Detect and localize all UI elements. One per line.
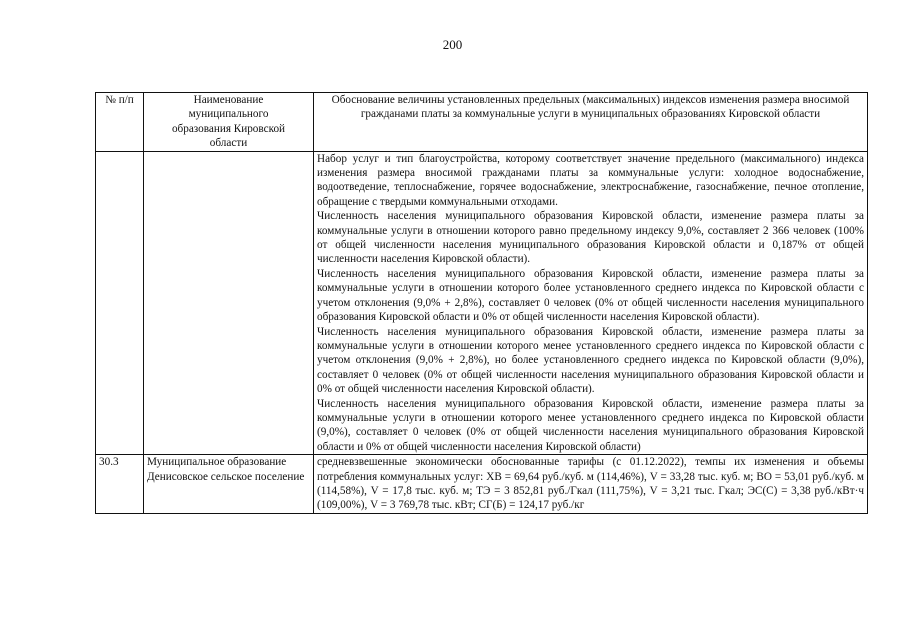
basis-paragraph: Численность населения муниципального образования Кировской области, изменение размера платы за коммунальные услуги в отношении которого равно предельному индексу 9,0%, составляет 2 366 человек (100% от общей численности населения муниципального образования Кировской области и 0,187% от общей численности населения Кировской области). — [317, 210, 864, 266]
basis-paragraph: Набор услуг и тип благоустройства, которому соответствует значение предельного (максимального) индекса изменения размера вносимой гражданами платы за коммунальные услуги: холодное водоснабжение, водоотведение, теплоснабжение, горячее водоснабжение, электроснабжение, газоснабжение, печное отопление, обращение с твердыми коммунальными отходами. — [317, 152, 864, 208]
table-row — [96, 151, 868, 455]
basis-paragraph: Численность населения муниципального образования Кировской области, изменение размера платы за коммунальные услуги в отношении которого менее установленного среднего индекса по Кировской области с учетом отклонения (9,0% + 2,8%), но более установленного среднего индекса по Кировской области (9,0%), составляет 0 человек (0% от общей численности населения муниципального образования Кировской области и 0% от общей численности населения Кировской области). — [317, 325, 864, 396]
basis-paragraph: Численность населения муниципального образования Кировской области, изменение размера платы за коммунальные услуги в отношении которого более установленного среднего индекса по Кировской области с учетом отклонения (9,0% + 2,8%), составляет 0 человек (0% от общей численности населения муниципального образования Кировской области и 0% от общей численности населения Кировской области). — [317, 267, 864, 324]
indices-table — [95, 92, 868, 514]
row-number: 30.3 — [96, 455, 144, 514]
header-number: № п/п — [96, 93, 144, 152]
row-municipality: Муниципальное образование Денисовское сельское поселение — [144, 455, 314, 514]
row-municipality — [144, 151, 314, 455]
table-header-row — [96, 93, 868, 152]
row-basis — [314, 455, 868, 514]
row-number — [96, 151, 144, 455]
header-basis: Обоснование величины установленных предельных (максимальных) индексов изменения размера вносимой гражданами платы за коммунальные услуги в муниципальных образованиях Кировской области — [314, 93, 868, 152]
table-row — [96, 455, 868, 514]
row-basis — [314, 151, 868, 455]
basis-paragraph: средневзвешенные экономически обоснованные тарифы (с 01.12.2022), темпы их изменения и объемы потребления коммунальных услуг: ХВ = 69,64 руб./куб. м (114,46%), V = 33,28 тыс. куб. м; ВО = 53,01 руб./куб. м (114,58%), V = 17,8 тыс. куб. м; ТЭ = 3 852,81 руб./Гкал (111,75%), V = 3,21 тыс. Гкал; ЭС(С) = 3,38 руб./кВт·ч (109,00%), V = 3 769,78 тыс. кВт; СГ(Б) = 124,17 руб./кг — [317, 456, 864, 512]
basis-paragraph: Численность населения муниципального образования Кировской области, изменение размера платы за коммунальные услуги в отношении которого менее установленного среднего индекса по Кировской области (9,0%), составляет 0 человек (0% от общей численности населения муниципального образования Кировской области и 0% от общей численности населения Кировской области) — [317, 397, 864, 453]
header-municipality: Наименование муниципального образования Кировской области — [144, 93, 314, 152]
page-number: 200 — [442, 37, 463, 52]
